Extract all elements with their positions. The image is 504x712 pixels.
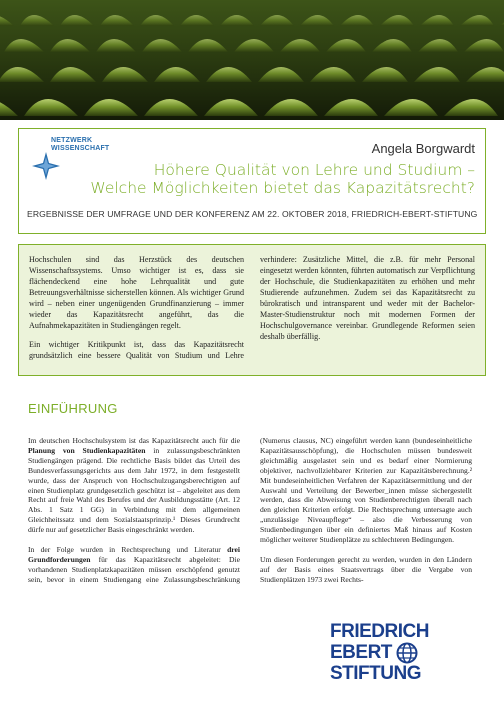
abstract-box [18,244,486,376]
header-box [18,128,486,234]
body-paragraph-1 [28,436,240,535]
title-line2: Welche Möglichkeiten bietet das Kapazitätsrecht? [90,179,475,197]
body-text-span: für das Kapazitätsrecht abgeleitet: Die vorhandenen Studienplatzkapazitäten müssen erschöpfend genutzt sein, bevor in einem Studiengang eine Zulassungsbeschränkung (Numerus clausus, NC) eingeführt werden kann (bundeseinheitliche Kapazitätsausschöpfung), die Hochschulen müssen bundesweit gleichmäßig ausgelastet sein und es bedarf einer Normierung objektiver, nachvollziehbarer Kriterien zur Kapazitätsberechnung.² Mit bundeseinheitlichen Verfahren der Kapazitätsermittlung und der Auswahl und Verteilung der Bewerber_innen müsse sichergestellt werden, dass die Abweisung von Studienberechtigten überall nach den gleichen Kriterien erfolgt. Die Rechtsprechung untersagte auch „unzulässige Niveaupflege“ – also die Verbesserung von Studienbedingungen über ein definiertes Maß hinaus auf Kosten möglicher weiterer Studienplätze zu schlechteren Bedingungen. [28,436,472,584]
body-text [28,436,472,606]
fes-line2: EBERT [330,642,392,663]
section-heading: EINFÜHRUNG [28,401,118,416]
body-text-span: in zulassungsbeschränkten Studiengängen prägend. Die rechtliche Basis bildet das Urteil des Bundesverfassungsgerichts aus dem Jahr 1972, in dem festgestellt wurde, dass der Anspruch von Hochschulzugangsberechtigten auf einen Studienplatz grundgesetzlich geschützt ist – abgeleitet aus dem Recht auf freie Wahl des Berufes und der Ausbildungsstätte (Art. 12 Abs. 1 Satz 1 GG) in Verbindung mit dem allgemeinen Gleichheitssatz und dem Sozialstaatsprinzip.¹ Dieses Grundrecht dürfe nur auf gesetzlicher Basis eingeschränkt werden. [28,445,241,535]
title-line1: Höhere Qualität von Lehre und Studium – [153,161,475,179]
logo-line2: WISSENSCHAFT [51,144,110,152]
logo-text [51,137,109,152]
globe-icon [396,642,418,664]
body-bold-span: Planung von Studienkapazitäten [28,445,146,455]
logo-line1: NETZWERK [51,137,93,144]
hero-image [0,0,504,120]
body-bold-span: drei Grundforderungen [28,545,240,564]
page-title [79,161,475,197]
body-paragraph-3: Um diesen Forderungen gerecht zu werden, wurden in den Ländern auf der Basis eines Staatsvertrags über die Vergabe von Studienplätzen 1973 zwei Rechts- [260,554,472,584]
body-text-span: In der Folge wurden in Rechtsprechung und Literatur [28,545,228,555]
author-name: Angela Borgwardt [371,141,475,156]
fes-line1: FRIEDRICH [330,621,429,642]
abstract-paragraph-2: Ein wichtiger Kritikpunkt ist, dass das Kapazitätsrecht grundsätzlich eine bessere Qualität von Studium und Lehre verhindere: Zusätzliche Mittel, die z.B. für mehr Personal eingesetzt werden könnten, führten automatisch zur Verpflichtung der Hochschule, die Studienkapazitäten zu erhöhen und mehr Studierende aufzunehmen. Zudem sei das Kapazitätsrecht zu bürokratisch und intransparent und weder mit der Bachelor-Master-Studienstruktur noch mit modernen Formen der Hochschulgovernance vereinbar. Grundlegende Reformen seien deshalb überfällig. [29,255,475,360]
page-subtitle: ERGEBNISSE DER UMFRAGE UND DER KONFERENZ AM 22. OKTOBER 2018, FRIEDRICH-EBERT-STIFTUNG [27,209,478,219]
abstract-paragraph-1: Hochschulen sind das Herzstück des deutschen Wissenschaftssystems. Umso wichtiger ist es, dass sie flächendeckend eine hohe Lehrqualität und gute Betreuungsverhältnisse sicherstellen können. Als wichtiger Grund wird – neben einer ungenügenden Grundfinanzierung – immer wieder das Kapazitätsrecht angeführt, das die Aufnahmekapazitäten in Studiengängen regelt. [29,255,244,330]
network-star-icon [31,151,61,181]
body-text-span: Im deutschen Hochschulsystem ist das Kapazitätsrecht auch für die [28,436,240,445]
friedrich-ebert-stiftung-logo [330,622,490,702]
fes-line3: STIFTUNG [330,663,421,684]
